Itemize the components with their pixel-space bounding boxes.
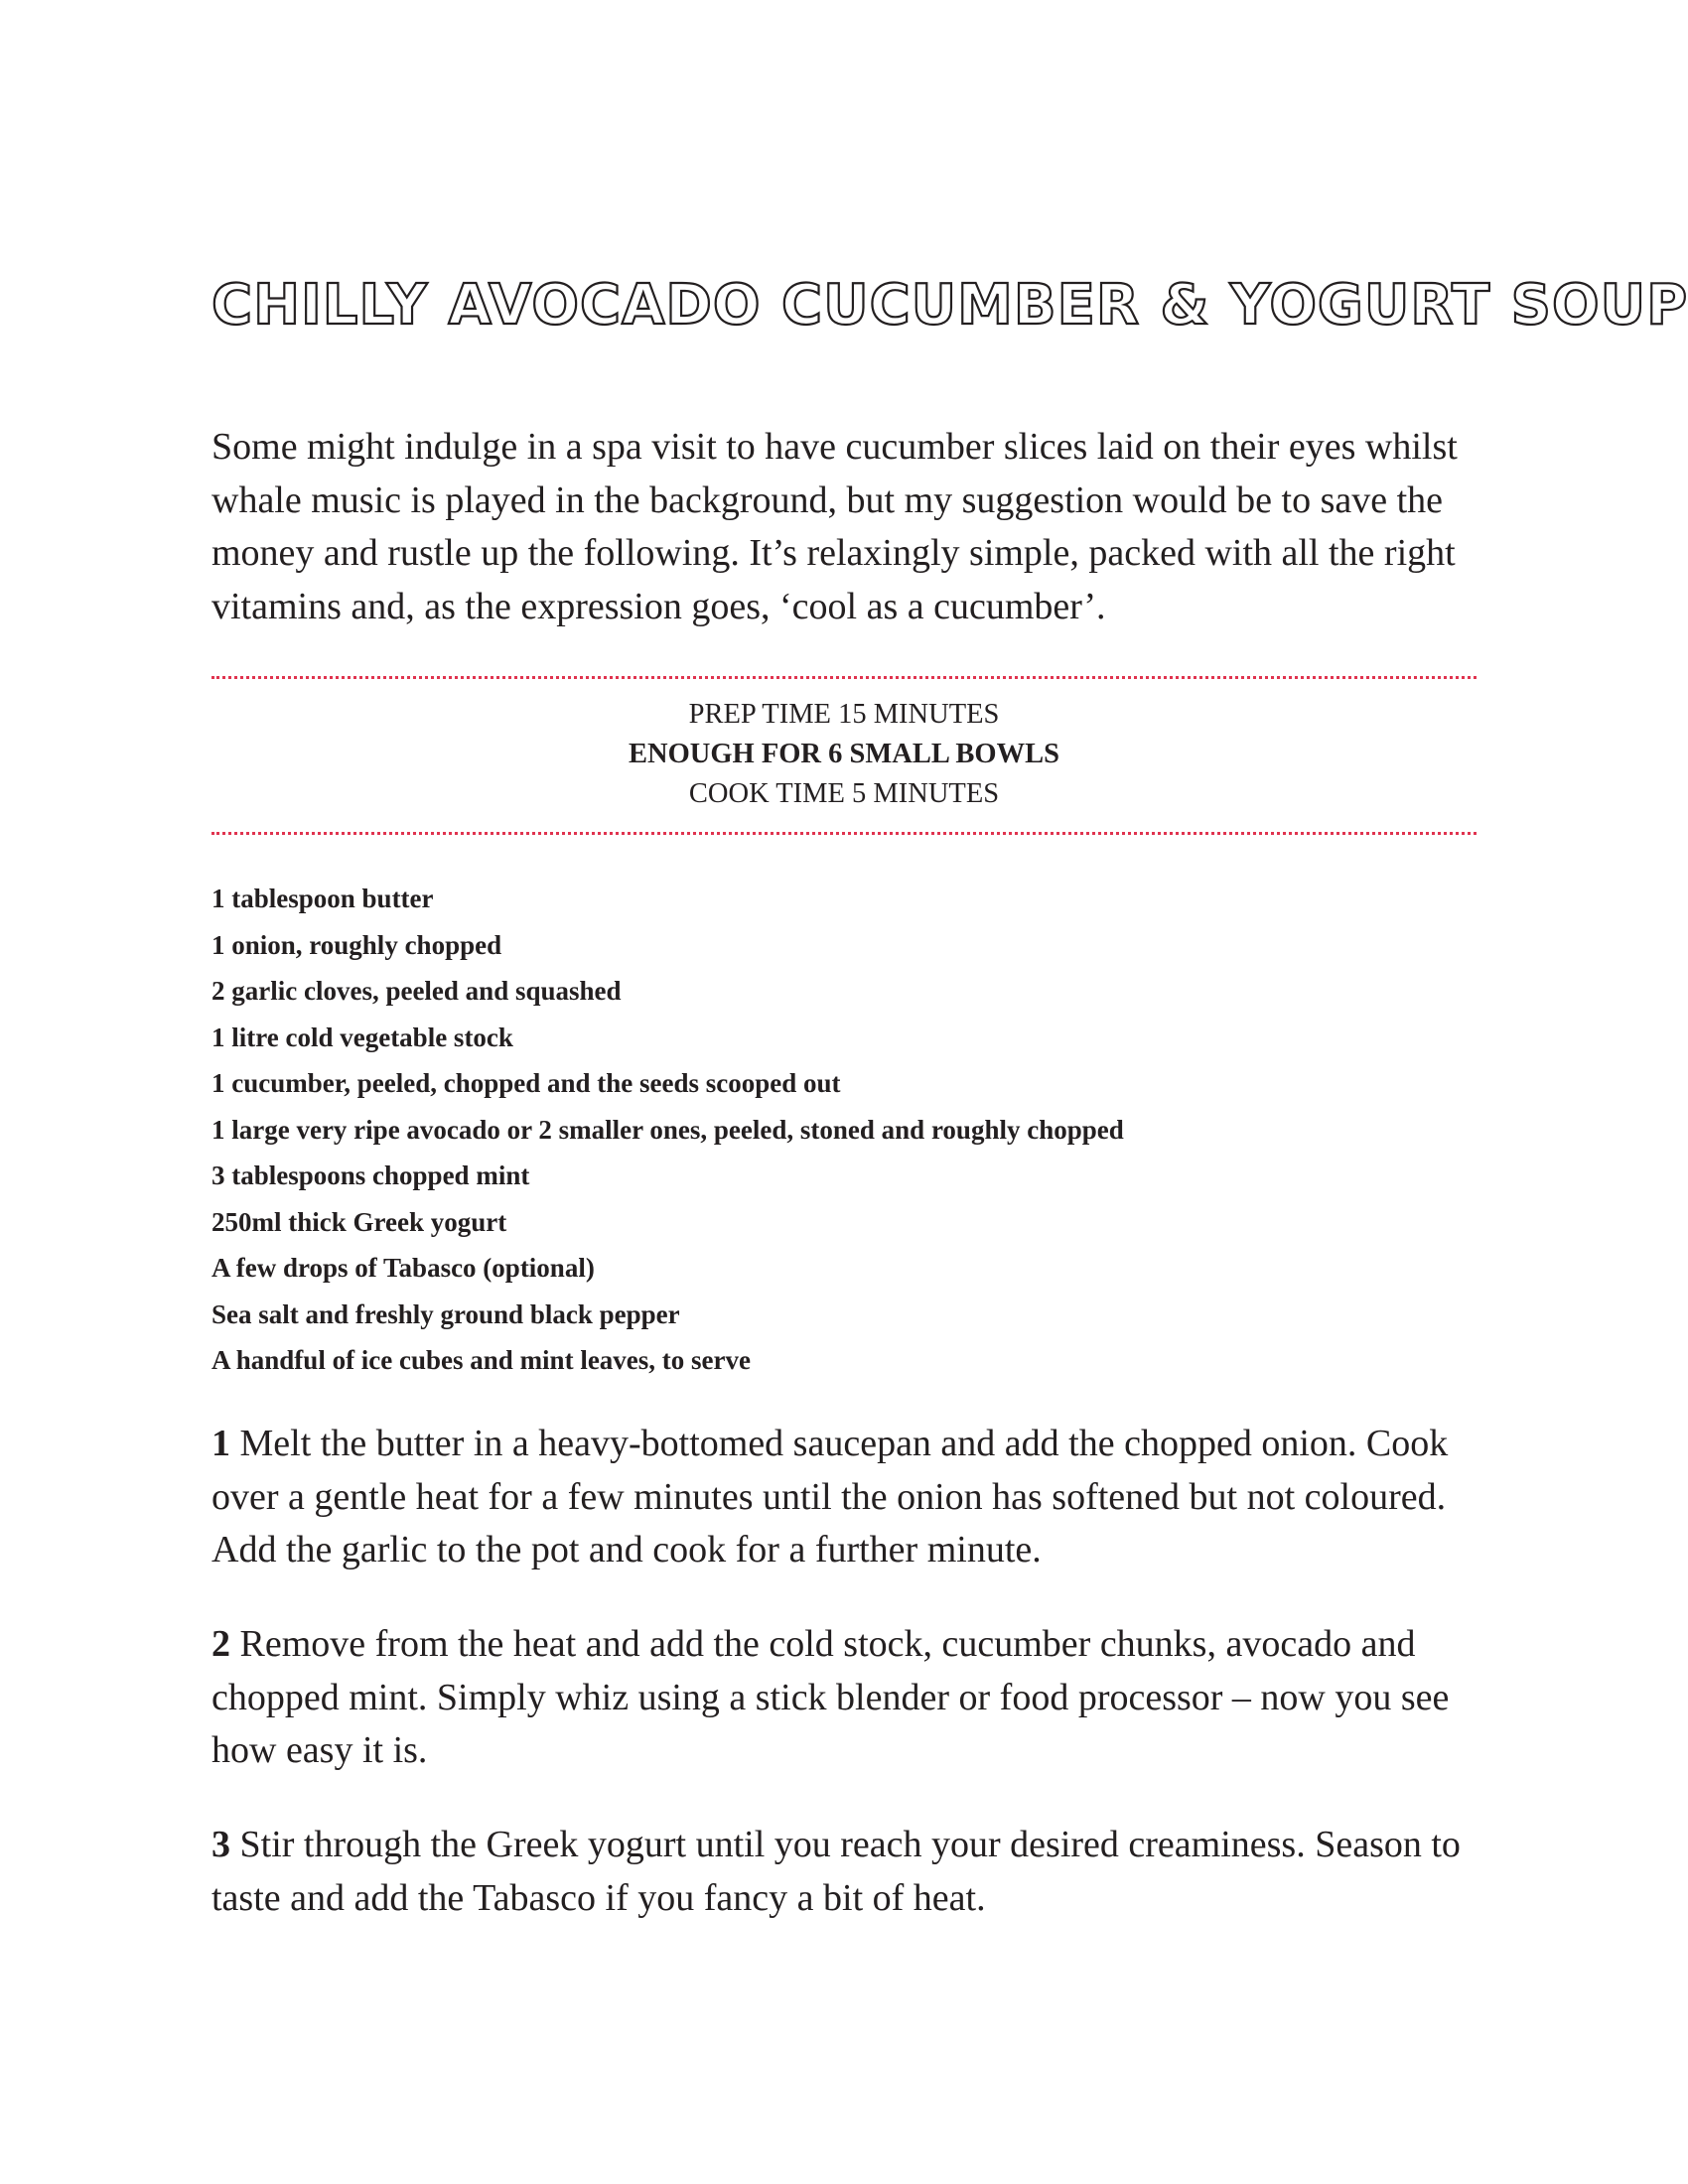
ingredient-item: A few drops of Tabasco (optional) [211, 1253, 595, 1283]
step-number: 2 [211, 1623, 230, 1665]
recipe-meta [211, 695, 1477, 814]
recipe-intro: Some might indulge in a spa visit to have cucumber slices laid on their eyes whilst whale music is played in the background, but my suggestion would be to save the money and rustle up the following. It’s relaxingly simple, packed with all the right vitamins and, as the expression goes, ‘cool as a cucumber’. [211, 426, 1458, 627]
method-step-3 [211, 1819, 1477, 1925]
ingredient-item: A handful of ice cubes and mint leaves, to serve [211, 1345, 751, 1375]
ingredient-item: 3 tablespoons chopped mint [211, 1160, 530, 1190]
ingredient-item: 2 garlic cloves, peeled and squashed [211, 976, 622, 1006]
divider-top [211, 676, 1477, 679]
step-number: 1 [211, 1423, 230, 1464]
cook-time: COOK TIME 5 MINUTES [688, 778, 1000, 809]
ingredients-list [211, 876, 1477, 1384]
ingredient-item: 250ml thick Greek yogurt [211, 1206, 507, 1237]
method-step-1 [211, 1418, 1477, 1577]
step-text: Melt the butter in a heavy-bottomed saucepan and add the chopped onion. Cook over a gentle heat for a few minutes until the onion has softened but not coloured. Add the garlic to the pot and cook for a further minute. [211, 1423, 1449, 1570]
ingredient-item: 1 litre cold vegetable stock [211, 1022, 513, 1052]
divider-bottom [211, 832, 1477, 835]
ingredient-item: 1 onion, roughly chopped [211, 929, 502, 960]
ingredient-item: Sea salt and freshly ground black pepper [211, 1298, 680, 1329]
step-text: Stir through the Greek yogurt until you reach your desired creaminess. Season to taste and add the Tabasco if you fancy a bit of heat. [211, 1824, 1461, 1919]
ingredient-item: 1 cucumber, peeled, chopped and the seeds scooped out [211, 1068, 841, 1098]
step-text: Remove from the heat and add the cold stock, cucumber chunks, avocado and chopped mint. Simply whiz using a stick blender or food processor – now you see how easy it is. [211, 1623, 1450, 1771]
ingredient-item: 1 large very ripe avocado or 2 smaller ones, peeled, stoned and roughly chopped [211, 1114, 1124, 1145]
recipe-title: CHILLY AVOCADO CUCUMBER & YOGURT SOUP [211, 273, 1688, 338]
ingredient-item: 1 tablespoon butter [211, 884, 434, 913]
step-number: 3 [211, 1824, 230, 1865]
method-step-2 [211, 1618, 1477, 1778]
prep-time: PREP TIME 15 MINUTES [688, 699, 1000, 730]
serving-size: ENOUGH FOR 6 SMALL BOWLS [629, 739, 1059, 769]
